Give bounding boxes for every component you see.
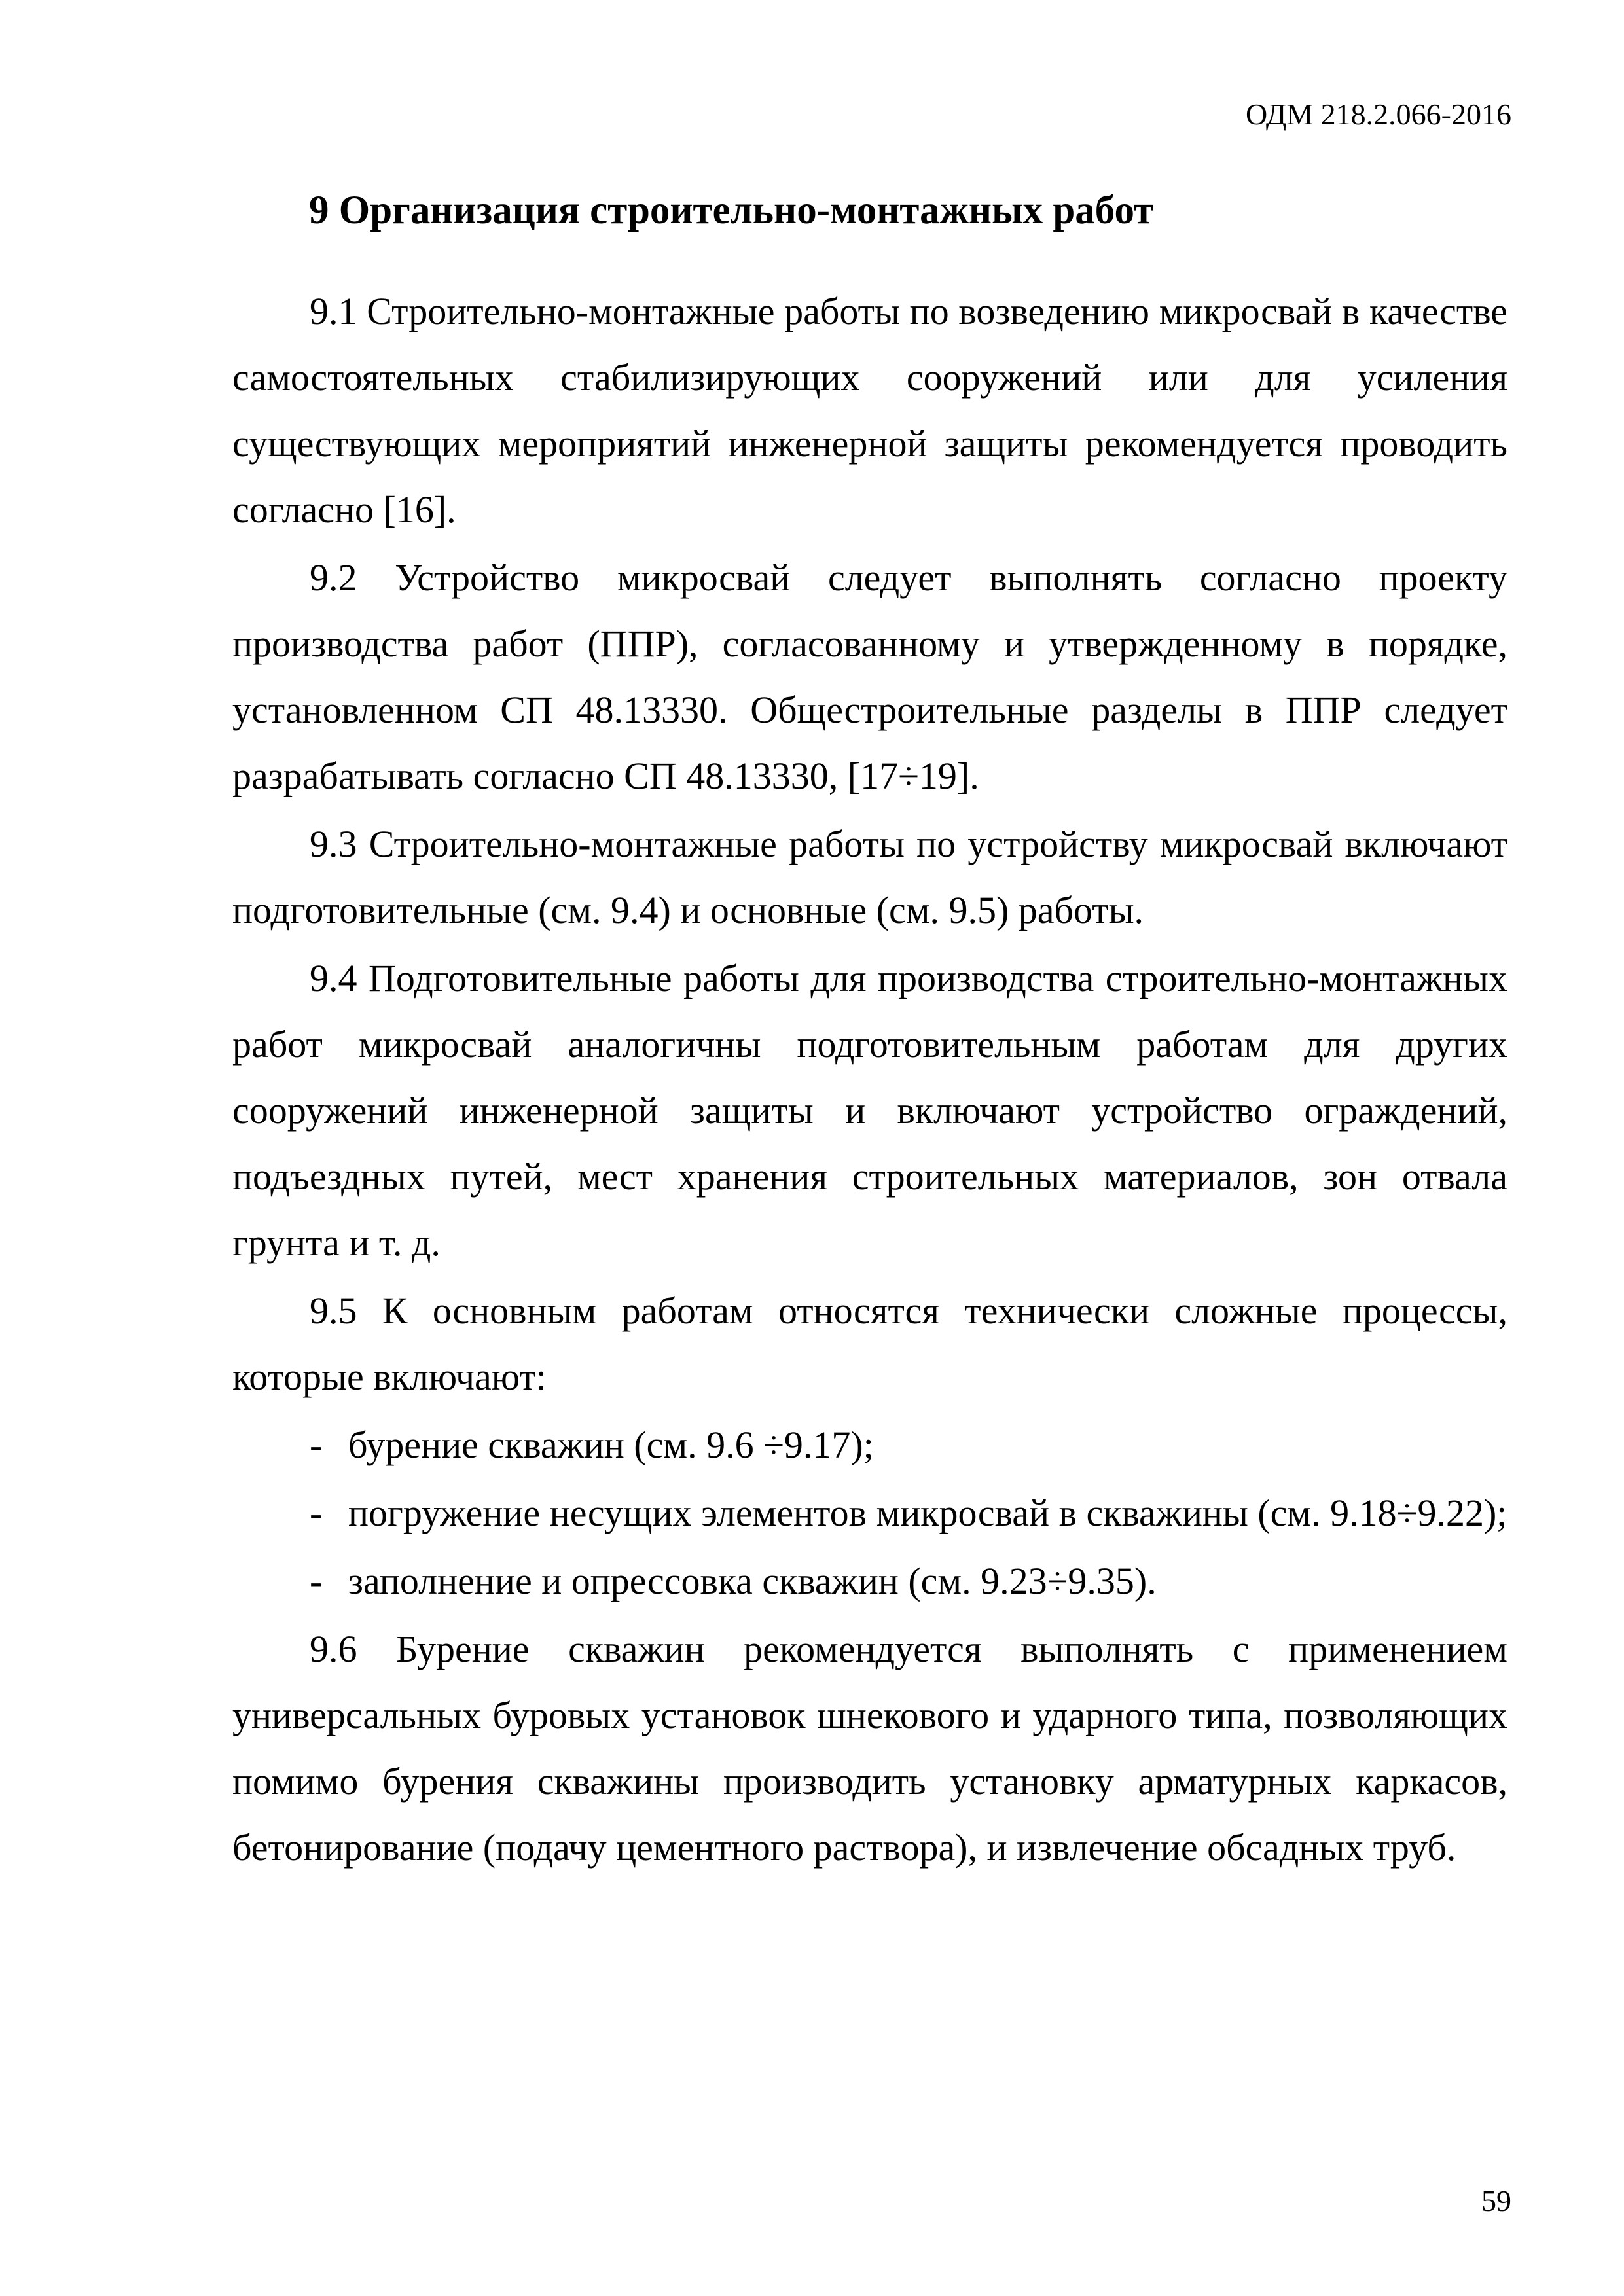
paragraph-number: 9.5 (310, 1289, 357, 1332)
document-code-header: ОДМ 218.2.066-2016 (1245, 98, 1511, 131)
paragraph-text: К основным работам относятся технически сложные процессы, которые включают: (232, 1289, 1508, 1398)
paragraph-text: Строительно-монтажные работы по устройству микросвай включают подготовительные (см. 9.4) и основные (см. 9.5) работы. (232, 823, 1508, 931)
list-item (232, 1548, 1507, 1614)
list-item (232, 1412, 1507, 1478)
document-body (232, 278, 1507, 1882)
paragraph-text: Бурение скважин рекомендуется выполнять с применением универсальных буровых установок шнекового и ударного типа, позволяющих помимо бурения скважины производить установку арматурных каркасов, бетонирование (подачу цементного раствора), и извлечение обсадных труб. (232, 1628, 1507, 1869)
paragraph-text: Устройство микросвай следует выполнять согласно проекту производства работ (ППР), согласованному и утвержденному в порядке, установленном СП 48.13330. Общестроительные разделы в ППР следует разрабатывать согласно СП 48.13330, [17÷19]. (232, 556, 1507, 797)
paragraph-9-6 (232, 1616, 1507, 1880)
paragraph-9-5 (232, 1278, 1507, 1410)
section-title: 9 Организация строительно-монтажных работ (309, 188, 1154, 232)
paragraph-9-3 (232, 811, 1507, 943)
list-item-text: заполнение и опрессовка скважин (см. 9.23÷9.35). (348, 1560, 1157, 1602)
list-item-text: погружение несущих элементов микросвай в скважины (см. 9.18÷9.22); (348, 1492, 1507, 1534)
paragraph-number: 9.3 (310, 823, 357, 865)
paragraph-9-2 (232, 545, 1507, 809)
paragraph-number: 9.1 (310, 290, 357, 332)
list-item-text: бурение скважин (см. 9.6 ÷9.17); (348, 1424, 874, 1466)
paragraph-text: Строительно-монтажные работы по возведению микросвай в качестве самостоятельных стабилизирующих сооружений или для усиления существующих мероприятий инженерной защиты рекомендуется проводить согласно [16]. (232, 290, 1507, 531)
page-number: 59 (1481, 2184, 1511, 2217)
list-item (232, 1480, 1507, 1546)
list-marker: - (310, 1560, 323, 1602)
paragraph-number: 9.6 (310, 1628, 357, 1670)
paragraph-9-4 (232, 945, 1507, 1276)
paragraph-number: 9.4 (310, 957, 357, 999)
paragraph-number: 9.2 (310, 556, 357, 599)
list-marker: - (310, 1424, 323, 1466)
paragraph-text: Подготовительные работы для производства строительно-монтажных работ микросвай аналогичны подготовительным работам для других сооружений инженерной защиты и включают устройство ограждений, подъездных путей, мест хранения строительных материалов, зон отвала грунта и т. д. (232, 957, 1507, 1264)
paragraph-9-1 (232, 278, 1507, 543)
list-marker: - (310, 1492, 323, 1534)
